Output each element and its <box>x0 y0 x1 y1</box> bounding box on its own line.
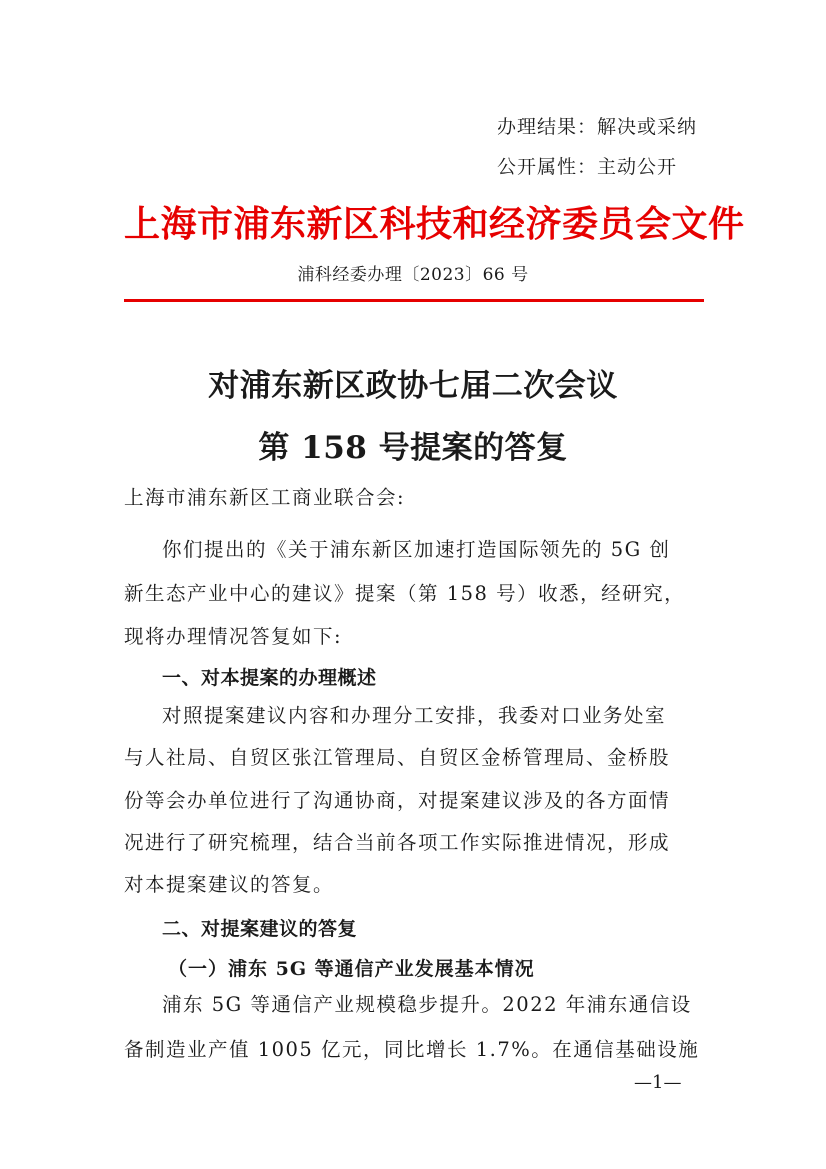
section-1-line: 与人社局、自贸区张江管理局、自贸区金桥管理局、金桥股 <box>124 746 671 769</box>
intro-line: 现将办理情况答复如下: <box>124 625 343 648</box>
document-title-line-1: 对浦东新区政协七届二次会议 <box>208 368 618 404</box>
letterhead-title: 上海市浦东新区科技和经济委员会文件 <box>124 203 745 245</box>
section-1-line: 对照提案建议内容和办理分工安排，我委对口业务处室 <box>162 704 667 727</box>
intro-line: 你们提出的《关于浦东新区加速打造国际领先的 5G 创 <box>162 538 671 561</box>
processing-result: 办理结果：解决或采纳 <box>497 116 698 138</box>
section-1-heading: 一、对本提案的办理概述 <box>162 667 377 689</box>
section-2-subheading: （一）浦东 5G 等通信产业发展基本情况 <box>168 958 535 980</box>
document-title-line-2: 第 158 号提案的答复 <box>258 430 568 466</box>
public-attribute: 公开属性：主动公开 <box>497 156 678 178</box>
section-2-line: 浦东 5G 等通信产业规模稳步提升。2022 年浦东通信设 <box>162 993 692 1016</box>
section-1-line: 对本提案建议的答复。 <box>124 873 335 896</box>
section-2-line: 备制造业产值 1005 亿元，同比增长 1.7%。在通信基础设施 <box>124 1038 700 1061</box>
salutation: 上海市浦东新区工商业联合会: <box>124 486 406 509</box>
section-1-line: 份等会办单位进行了沟通协商，对提案建议涉及的各方面情 <box>124 789 671 812</box>
section-1-line: 况进行了研究梳理，结合当前各项工作实际推进情况，形成 <box>124 831 671 854</box>
letterhead-red-rule <box>124 299 704 302</box>
page-number: —1— <box>634 1072 682 1093</box>
section-2-heading: 二、对提案建议的答复 <box>162 918 358 940</box>
intro-line: 新生态产业中心的建议》提案（第 158 号）收悉，经研究， <box>124 582 686 605</box>
document-number: 浦科经委办理〔2023〕66 号 <box>297 265 529 285</box>
